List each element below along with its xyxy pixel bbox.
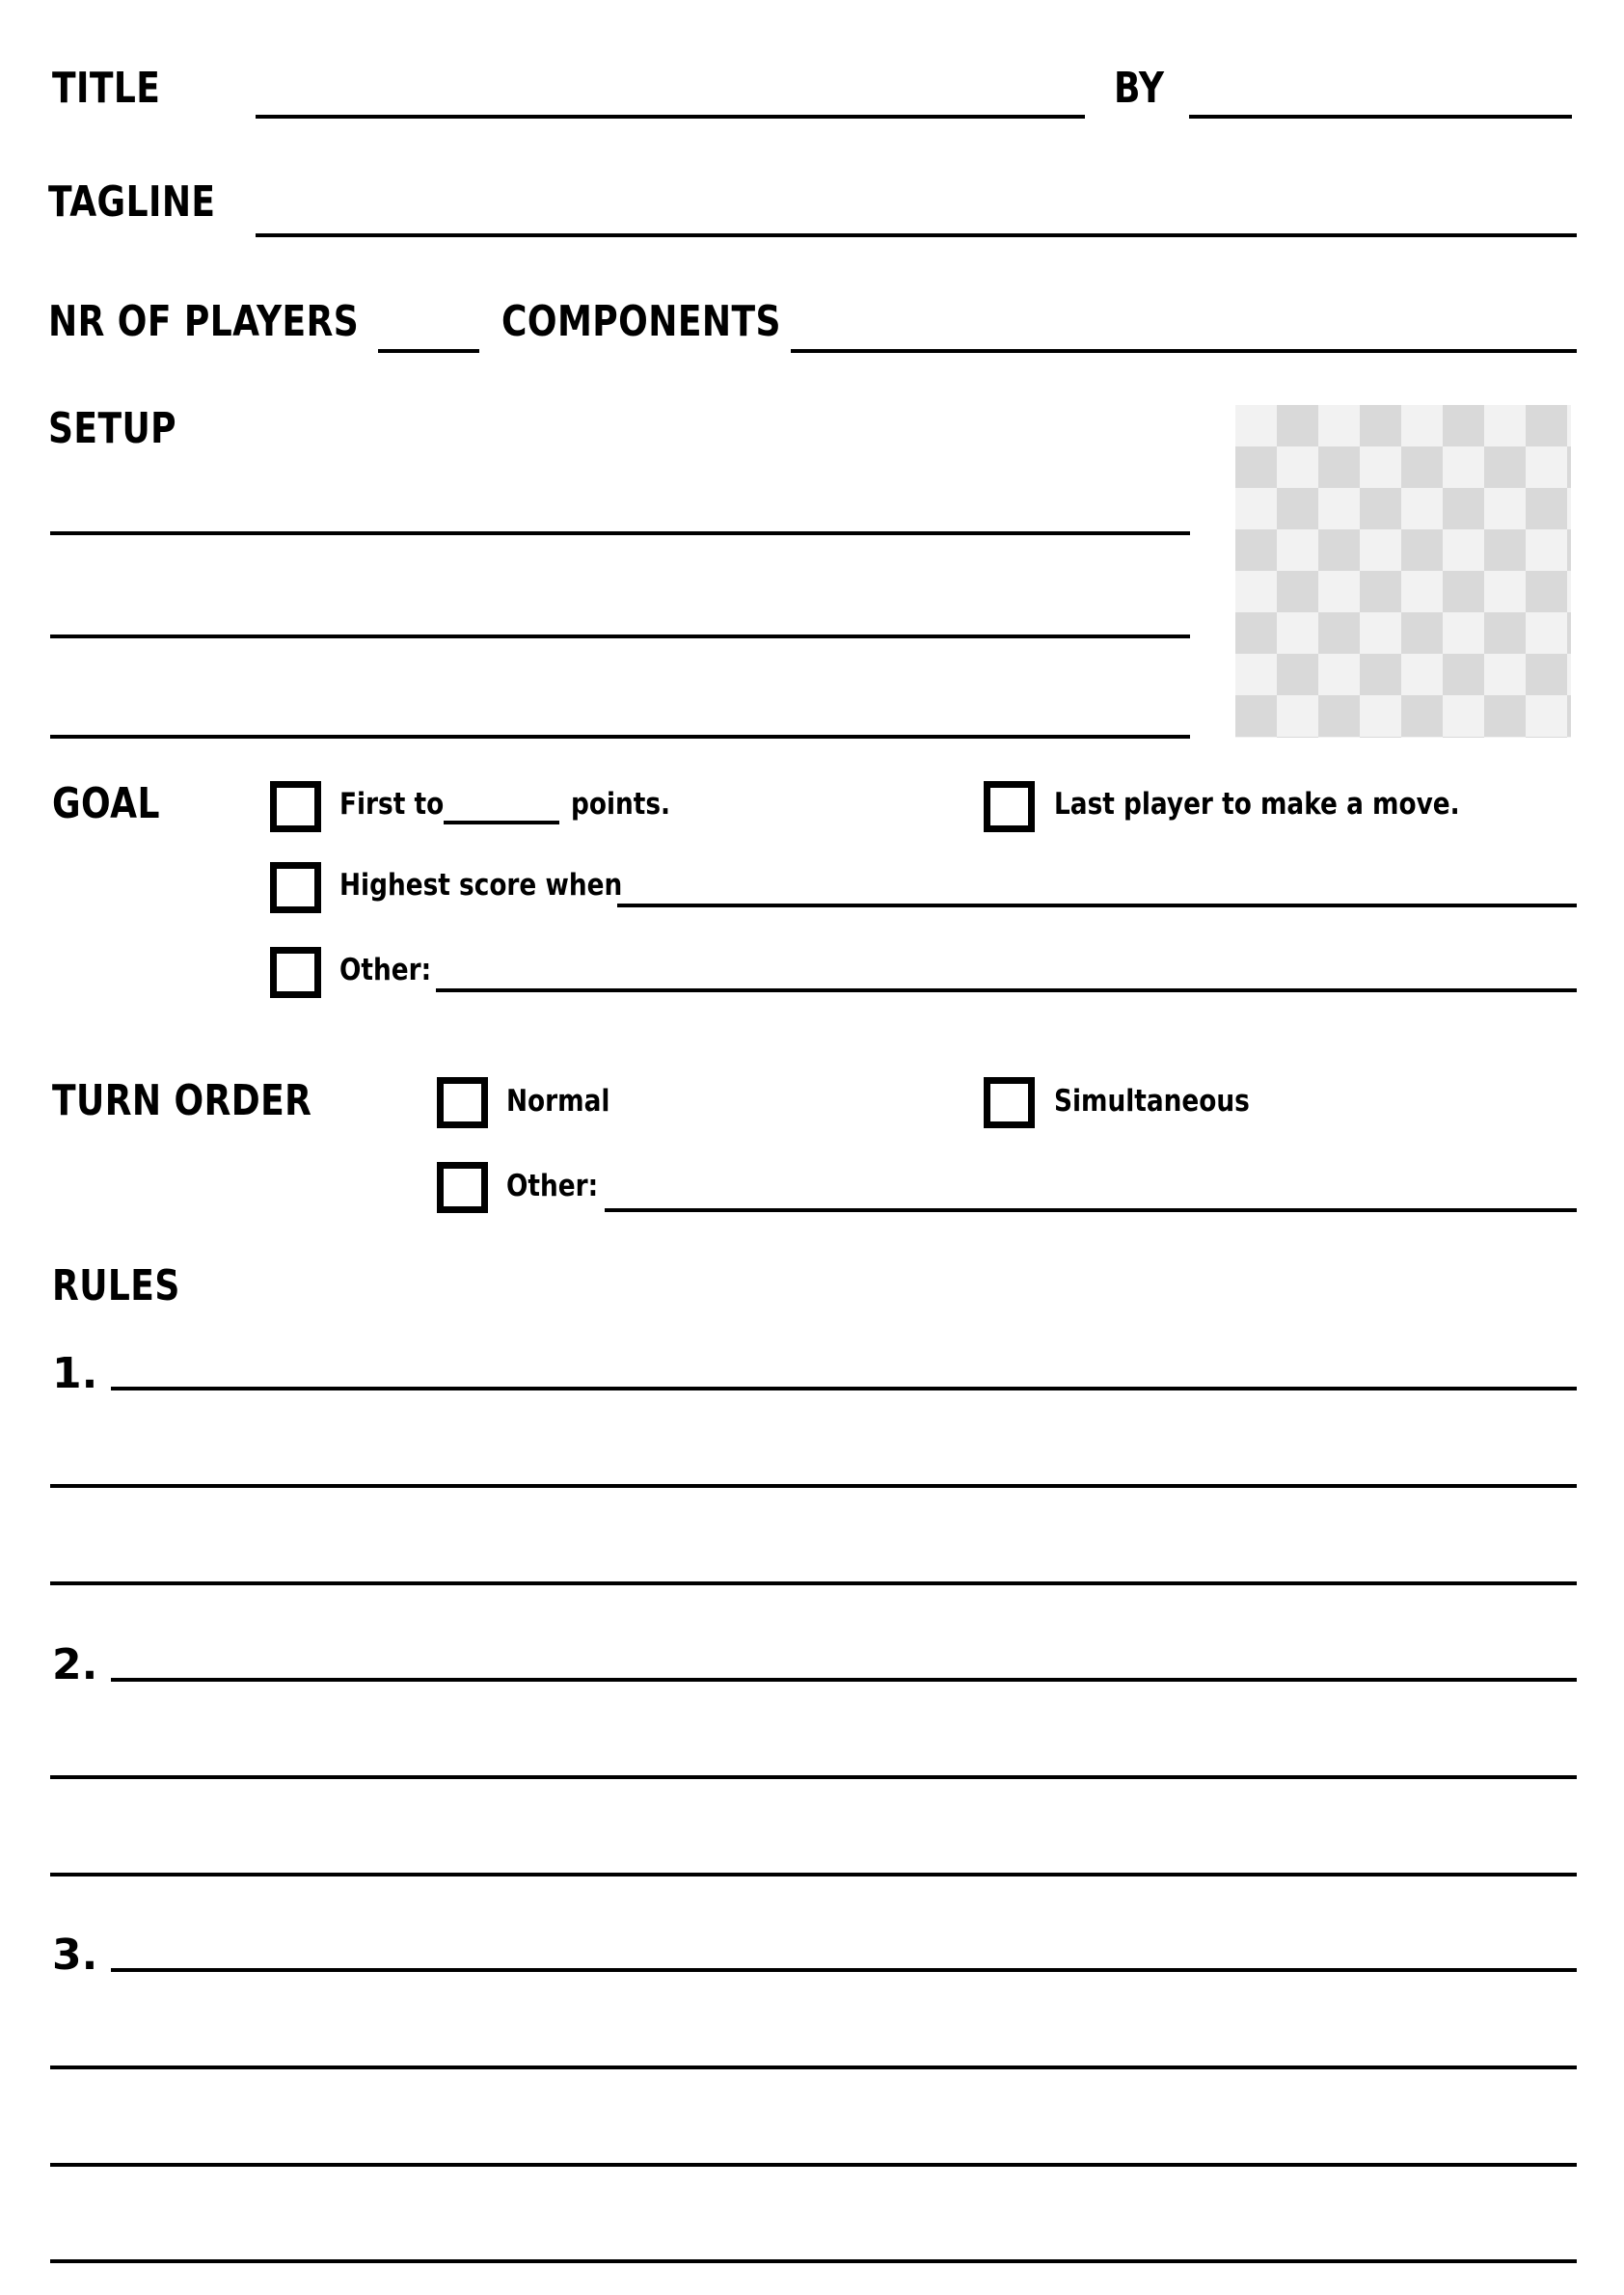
- tagline-label: TAGLINE: [48, 177, 216, 227]
- rule-1-line-3[interactable]: [50, 1581, 1577, 1585]
- rules-label: RULES: [52, 1261, 180, 1310]
- rule-number-1: 1.: [52, 1349, 98, 1398]
- rule-2-line-1[interactable]: [111, 1678, 1577, 1682]
- goal-other-field[interactable]: [436, 988, 1577, 992]
- rule-3-line-4[interactable]: [50, 2259, 1577, 2263]
- setup-line-2[interactable]: [50, 634, 1190, 638]
- rule-number-2: 2.: [52, 1640, 98, 1689]
- author-field[interactable]: [1189, 115, 1572, 119]
- goal-other-checkbox[interactable]: [270, 947, 321, 998]
- turn-other-checkbox[interactable]: [437, 1162, 488, 1213]
- goal-highest-score-field[interactable]: [617, 904, 1577, 907]
- rule-2-line-2[interactable]: [50, 1775, 1577, 1779]
- goal-last-player-label: Last player to make a move.: [1054, 787, 1460, 822]
- goal-first-to-checkbox[interactable]: [270, 781, 321, 832]
- rule-number-3: 3.: [52, 1930, 98, 1980]
- rule-3-line-3[interactable]: [50, 2163, 1577, 2167]
- tagline-field[interactable]: [256, 233, 1577, 237]
- rule-3-line-2[interactable]: [50, 2066, 1577, 2069]
- goal-label: GOAL: [52, 779, 160, 828]
- components-label: COMPONENTS: [501, 297, 781, 346]
- by-label: BY: [1114, 64, 1165, 113]
- title-field[interactable]: [256, 115, 1085, 119]
- turn-simultaneous-checkbox[interactable]: [984, 1077, 1035, 1128]
- goal-highest-score-label: Highest score when: [339, 868, 623, 903]
- rule-2-line-3[interactable]: [50, 1873, 1577, 1876]
- title-label: TITLE: [52, 64, 161, 113]
- goal-points-field[interactable]: [444, 821, 559, 824]
- goal-other-label: Other:: [339, 953, 432, 987]
- turn-other-field[interactable]: [605, 1208, 1577, 1212]
- turn-simultaneous-label: Simultaneous: [1054, 1084, 1250, 1119]
- goal-highest-score-checkbox[interactable]: [270, 862, 321, 913]
- setup-line-3[interactable]: [50, 735, 1190, 739]
- goal-points-label: points.: [571, 787, 671, 822]
- goal-last-player-checkbox[interactable]: [984, 781, 1035, 832]
- turn-order-label: TURN ORDER: [52, 1076, 312, 1125]
- players-field[interactable]: [378, 349, 479, 353]
- image-placeholder-checker-icon[interactable]: [1235, 405, 1571, 738]
- players-label: NR OF PLAYERS: [48, 297, 360, 346]
- turn-normal-label: Normal: [506, 1084, 610, 1119]
- rule-1-line-1[interactable]: [111, 1387, 1577, 1390]
- components-field[interactable]: [791, 349, 1577, 353]
- setup-line-1[interactable]: [50, 531, 1190, 535]
- rule-1-line-2[interactable]: [50, 1484, 1577, 1488]
- goal-first-to-label: First to: [339, 787, 445, 822]
- turn-other-label: Other:: [506, 1169, 599, 1203]
- setup-label: SETUP: [48, 404, 177, 453]
- rule-3-line-1[interactable]: [111, 1968, 1577, 1972]
- turn-normal-checkbox[interactable]: [437, 1077, 488, 1128]
